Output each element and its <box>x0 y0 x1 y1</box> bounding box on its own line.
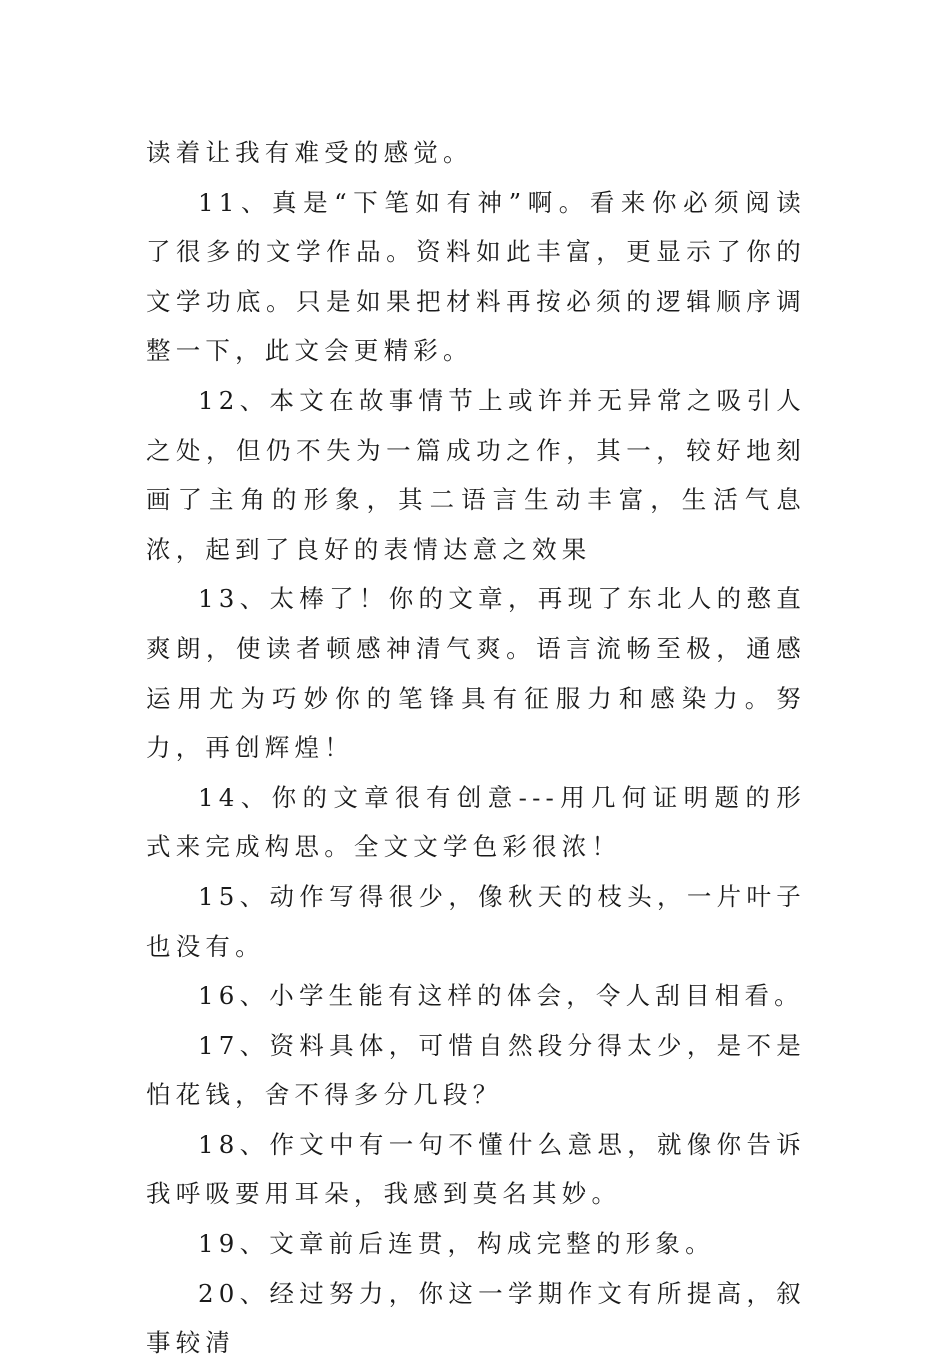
document-page <box>146 128 806 1368</box>
paragraph-continued: 读着让我有难受的感觉。 <box>146 138 473 167</box>
paragraph-comment-19: 19、文章前后连贯，构成完整的形象。 <box>198 1229 715 1259</box>
paragraph-comment-12: 12、本文在故事情节上或许并无异常之吸引人之处，但仍不失为一篇成功之作，其一，较好地刻画了主角的形象，其二语言生动丰富，生活气息浓，起到了良好的表情达意之效果 <box>146 385 806 564</box>
paragraph-comment-15: 15、动作写得很少，像秋天的枝头，一片叶子也没有。 <box>146 881 806 961</box>
paragraph-comment-14: 14、你的文章很有创意---用几何证明题的形式来完成构思。全文文学色彩很浓！ <box>146 782 806 862</box>
paragraph-comment-13: 13、太棒了！你的文章，再现了东北人的憨直爽朗，使读者顿感神清气爽。语言流畅至极，通感运用尤为巧妙你的笔锋具有征服力和感染力。努力，再创辉煌！ <box>146 584 806 763</box>
paragraph-comment-17: 17、资料具体，可惜自然段分得太少，是不是怕花钱，舍不得多分几段？ <box>146 1030 806 1110</box>
paragraph-comment-11: 11、真是“下笔如有神”啊。看来你必须阅读了很多的文学作品。资料如此丰富，更显示了你的文学功底。只是如果把材料再按必须的逻辑顺序调整一下，此文会更精彩。 <box>146 187 806 366</box>
paragraph-comment-16: 16、小学生能有这样的体会，令人刮目相看。 <box>198 981 804 1011</box>
paragraph-comment-20: 20、经过努力，你这一学期作文有所提高，叙事较清 <box>146 1278 806 1358</box>
paragraph-comment-18: 18、作文中有一句不懂什么意思，就像你告诉我呼吸要用耳朵，我感到莫名其妙。 <box>146 1129 806 1209</box>
